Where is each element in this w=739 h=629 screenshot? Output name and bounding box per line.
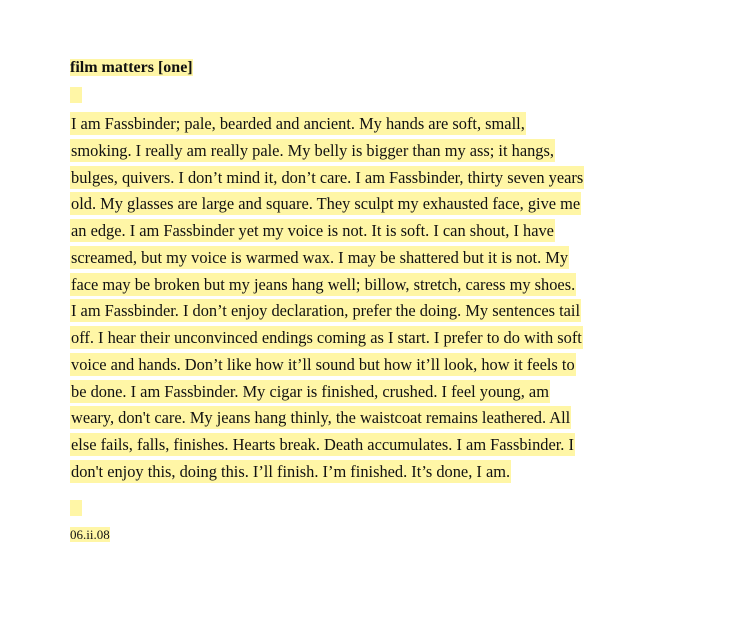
poem-line-text: an edge. I am Fassbinder yet my voice is not. It is soft. I can shout, I have [71, 221, 554, 240]
poem-line-text: bulges, quivers. I don’t mind it, don’t care. I am Fassbinder, thirty seven years [71, 167, 584, 187]
poem-line-text: I am Fassbinder. I don’t enjoy declaration, prefer the doing. My sentences tail [71, 301, 581, 321]
poem-line [70, 245, 680, 272]
poem-line [70, 138, 680, 165]
title-text: film matters [one] [70, 59, 193, 76]
poem-line [70, 432, 680, 459]
empty-highlighted-line [70, 87, 82, 103]
poem-line [70, 405, 680, 432]
poem-line [70, 298, 680, 325]
poem-line [70, 218, 680, 245]
poem-line-text: I am Fassbinder; pale, bearded and ancient. My hands are soft, small, [71, 114, 525, 133]
poem-line [70, 379, 680, 406]
poem-line-text: be done. I am Fassbinder. My cigar is finished, crushed. I feel young, am [71, 381, 549, 401]
poem-line-text: else fails, falls, finishes. Hearts break. Death accumulates. I am Fassbinder. I [71, 435, 574, 454]
poem-line-text: screamed, but my voice is warmed wax. I may be shattered but it is not. My [71, 247, 569, 267]
poem-line-text: voice and hands. Don’t like how it’ll sound but how it’ll look, how it feels to [71, 354, 575, 374]
poem-line-text: old. My glasses are large and square. They sculpt my exhausted face, give me [71, 194, 581, 214]
poem-line-text: don't enjoy this, doing this. I’ll finish. I’m finished. It’s done, I am. [71, 461, 511, 481]
document [70, 58, 680, 543]
poem-line-text: smoking. I really am really pale. My belly is bigger than my ass; it hangs, [71, 140, 554, 160]
empty-highlighted-line [70, 500, 82, 516]
poem-line [70, 325, 680, 352]
poem-line [70, 191, 680, 218]
date-text: 06.ii.08 [70, 526, 110, 542]
poem-line [70, 272, 680, 299]
poem-line-text: off. I hear their unconvinced endings coming as I start. I prefer to do with soft [71, 328, 582, 347]
document-title [70, 58, 680, 78]
poem-body [70, 111, 680, 486]
poem-line-text: face may be broken but my jeans hang well; billow, stretch, caress my shoes. [71, 274, 576, 294]
poem-line [70, 165, 680, 192]
document-date [70, 527, 680, 543]
poem-line-text: weary, don't care. My jeans hang thinly, the waistcoat remains leathered. All [71, 408, 571, 428]
poem-line [70, 111, 680, 138]
poem-line [70, 352, 680, 379]
poem-line [70, 459, 680, 486]
